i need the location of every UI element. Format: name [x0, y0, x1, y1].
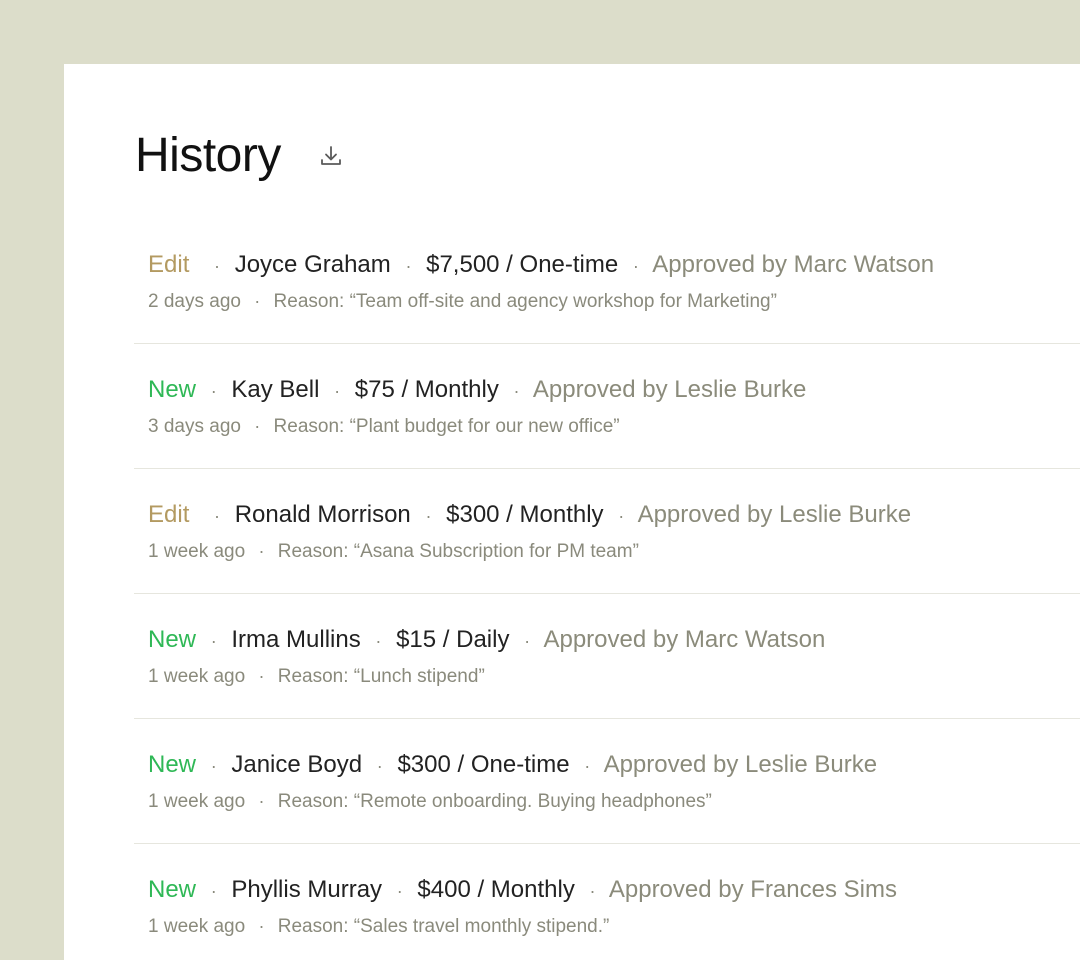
separator: ·	[254, 416, 261, 436]
entry-summary	[148, 249, 1080, 282]
download-icon	[318, 143, 344, 174]
entry-details	[148, 288, 1080, 315]
entry-time: 1 week ago	[148, 916, 246, 937]
entry-summary	[148, 374, 1080, 407]
entry-summary	[148, 624, 1080, 657]
entry-reason: “Remote onboarding. Buying headphones”	[353, 791, 712, 812]
entry-approver: Approved by Leslie Burke	[637, 501, 912, 528]
entry-time: 1 week ago	[148, 791, 246, 812]
history-header	[135, 128, 345, 184]
entry-name: Kay Bell	[231, 376, 320, 403]
entry-type: New	[148, 376, 197, 403]
entry-details	[148, 663, 1080, 690]
entry-details	[148, 413, 1080, 440]
separator: ·	[258, 791, 265, 811]
reason-label: Reason:	[273, 291, 350, 312]
reason-label: Reason:	[273, 416, 350, 437]
separator: ·	[210, 381, 217, 401]
separator: ·	[524, 631, 531, 651]
entry-approver: Approved by Leslie Burke	[603, 751, 878, 778]
separator: ·	[210, 881, 217, 901]
entry-amount: $15 / Daily	[396, 626, 510, 653]
reason-label: Reason:	[277, 791, 354, 812]
history-entry[interactable]	[134, 719, 1080, 844]
entry-summary	[148, 874, 1080, 907]
entry-name: Irma Mullins	[231, 626, 361, 653]
entry-type: New	[148, 751, 197, 778]
separator: ·	[210, 756, 217, 776]
separator: ·	[396, 881, 403, 901]
history-card	[64, 64, 1080, 960]
history-entry[interactable]	[134, 469, 1080, 594]
entry-summary	[148, 499, 1080, 532]
history-entry[interactable]	[134, 219, 1080, 344]
separator: ·	[254, 291, 261, 311]
entry-type: New	[148, 626, 197, 653]
entry-type: New	[148, 876, 197, 903]
entry-summary	[148, 749, 1080, 782]
entry-time: 3 days ago	[148, 416, 241, 437]
separator: ·	[334, 381, 341, 401]
entry-reason: “Team off-site and agency workshop for Marketing”	[349, 291, 777, 312]
separator: ·	[258, 916, 265, 936]
entry-reason: “Sales travel monthly stipend.”	[353, 916, 610, 937]
entry-amount: $300 / One-time	[397, 751, 570, 778]
entry-reason: “Lunch stipend”	[353, 666, 485, 687]
separator: ·	[258, 666, 265, 686]
entry-amount: $300 / Monthly	[446, 501, 604, 528]
separator: ·	[214, 256, 221, 276]
history-entry[interactable]	[134, 844, 1080, 960]
entry-approver: Approved by Frances Sims	[608, 876, 897, 903]
entry-amount: $7,500 / One-time	[426, 251, 619, 278]
separator: ·	[376, 756, 383, 776]
history-entry[interactable]	[134, 344, 1080, 469]
entry-name: Ronald Morrison	[234, 501, 411, 528]
entry-approver: Approved by Marc Watson	[543, 626, 826, 653]
entry-name: Joyce Graham	[234, 251, 391, 278]
entry-details	[148, 538, 1080, 565]
entry-approver: Approved by Marc Watson	[652, 251, 935, 278]
entry-type: Edit	[148, 501, 190, 528]
entry-type: Edit	[148, 251, 190, 278]
entry-reason: “Asana Subscription for PM team”	[353, 541, 639, 562]
separator: ·	[405, 256, 412, 276]
entry-time: 1 week ago	[148, 666, 246, 687]
entry-name: Janice Boyd	[231, 751, 363, 778]
entry-details	[148, 913, 1080, 940]
page-title: History	[135, 129, 281, 182]
entry-amount: $400 / Monthly	[417, 876, 575, 903]
entry-amount: $75 / Monthly	[354, 376, 499, 403]
history-list	[134, 219, 1080, 960]
reason-label: Reason:	[277, 541, 354, 562]
separator: ·	[632, 256, 639, 276]
reason-label: Reason:	[277, 916, 354, 937]
entry-details	[148, 788, 1080, 815]
reason-label: Reason:	[277, 666, 354, 687]
separator: ·	[584, 756, 591, 776]
history-entry[interactable]	[134, 594, 1080, 719]
separator: ·	[214, 506, 221, 526]
entry-time: 2 days ago	[148, 291, 241, 312]
entry-approver: Approved by Leslie Burke	[532, 376, 807, 403]
separator: ·	[210, 631, 217, 651]
entry-reason: “Plant budget for our new office”	[349, 416, 620, 437]
separator: ·	[513, 381, 520, 401]
download-button[interactable]	[317, 144, 345, 172]
separator: ·	[618, 506, 625, 526]
separator: ·	[258, 541, 265, 561]
separator: ·	[589, 881, 596, 901]
entry-name: Phyllis Murray	[231, 876, 383, 903]
separator: ·	[425, 506, 432, 526]
separator: ·	[375, 631, 382, 651]
entry-time: 1 week ago	[148, 541, 246, 562]
